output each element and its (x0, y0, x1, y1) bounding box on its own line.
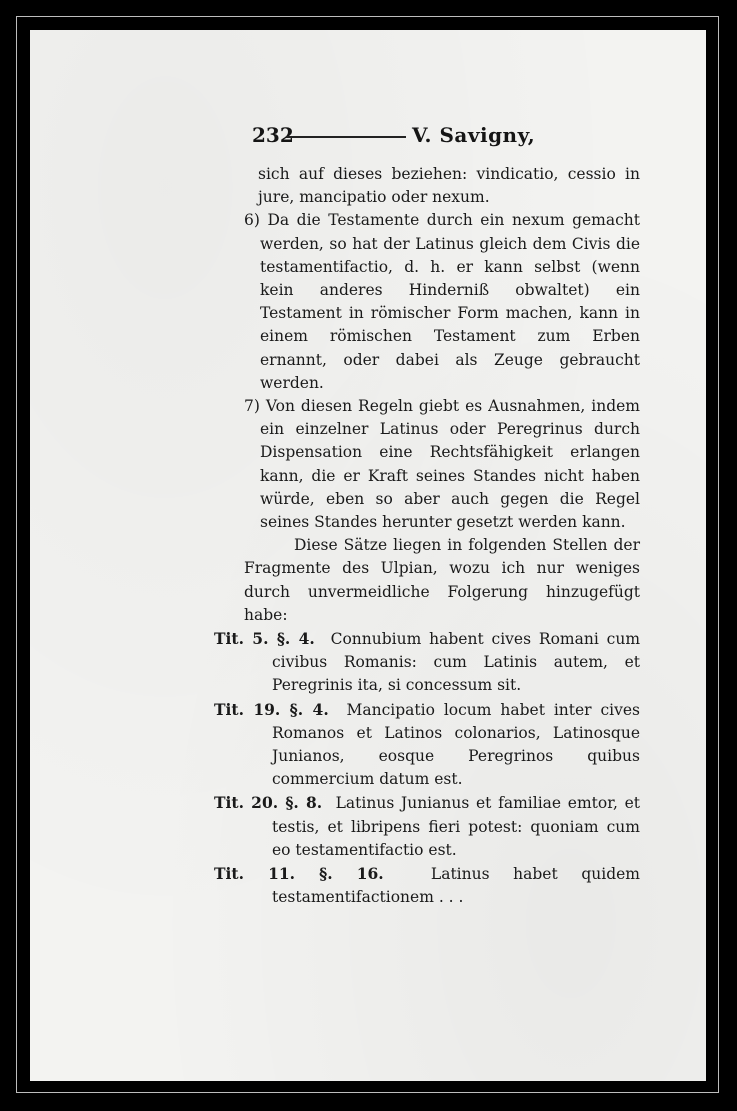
header-rule (286, 136, 406, 138)
paragraph-6: 6) Da die Testamente durch ein nexum gemacht werden, so hat der Latinus gleich dem Civis die testamentifactio, d. h. er kann selbst (wenn kein anderes Hinderniß obwaltet) ein Testament in römischer Form machen, kann in einem römischen Testament zum Erben ernannt, oder dabei als Zeuge gebraucht werden. (244, 211, 640, 392)
quote-text: Latinus habet quidem testamentifactionem . . . (272, 865, 640, 907)
paragraph-continuation: sich auf dieses beziehen: vindicatio, cessio in jure, mancipatio oder nexum. (258, 165, 640, 207)
quote-reference: Tit. 5. §. 4. (214, 629, 315, 649)
body-text (214, 163, 641, 910)
quote-reference: Tit. 20. §. 8. (214, 793, 323, 813)
quote-text: Connubium habent cives Romani cum civibus Romanis: cum Latinis autem, et Peregrinis ita, si concessum sit. (272, 630, 641, 695)
quote-reference: Tit. 19. §. 4. (214, 699, 329, 719)
running-head-author: V. Savigny, (412, 123, 536, 147)
quote-item (214, 791, 640, 862)
paragraph-7: 7) Von diesen Regeln giebt es Ausnahmen, indem ein einzelner Latinus oder Peregrinus durch Dispensation eine Rechtsfähigkeit erlangen kann, die er Kraft seines Standes nicht haben würde, eben so aber auch gegen die Regel seines Standes herunter gesetzt werden kann. (244, 397, 640, 532)
running-head (252, 120, 632, 150)
quote-item (214, 862, 640, 909)
quote-text: Mancipatio locum habet inter cives Romanos et Latinos colonarios, Latinosque Junianos, eosque Peregrinos quibus commercium datum est. (272, 700, 640, 789)
ulpian-quotes (214, 627, 641, 909)
paragraph-intro-quotes: Diese Sätze liegen in folgenden Stellen der Fragmente des Ulpian, wozu ich nur weniges durch unvermeidliche Folgerung hinzugefügt habe: (244, 536, 640, 624)
quote-item (214, 627, 640, 698)
quote-reference: Tit. 11. §. 16. (214, 864, 384, 884)
quote-text: Latinus Junianus et familiae emtor, et testis, et libripens fieri potest: quoniam cum eo testamentifactio est. (272, 794, 640, 859)
page-number: 232 (252, 123, 294, 147)
quote-item (214, 698, 640, 792)
